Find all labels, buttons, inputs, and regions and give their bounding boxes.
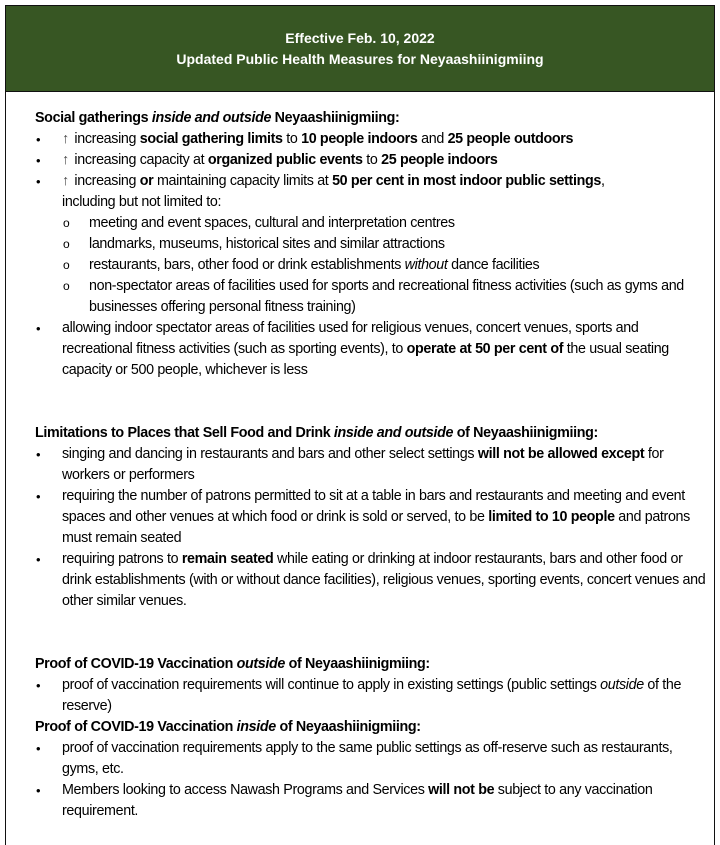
section-title-vaccination-inside (35, 717, 712, 738)
item-text: Members looking to access Nawash Programs and Services (62, 782, 429, 798)
title-emphasis: outside (236, 656, 285, 672)
section-title-social-gatherings (35, 108, 712, 129)
item-text: allowing indoor spectator areas of facilities used for religious venues, concert venues, sports and recreational fitness activities (such as sporting events), to (62, 320, 639, 357)
item-bold: 10 people indoors (301, 131, 418, 147)
effective-date: Effective Feb. 10, 2022 (285, 29, 435, 46)
item-text: to (362, 152, 382, 168)
spacer (35, 381, 712, 423)
item-text: , (600, 173, 605, 189)
title-emphasis: inside and outside (151, 110, 272, 126)
item-bold: social gathering limits (139, 131, 283, 147)
item-text: while eating or drinking at indoor restaurants, bars and other food or drink establishments (with or without dance facilities), religious venues, sporting events, concert venues and other similar venues. (62, 551, 706, 609)
title-text: Neyaashiinigmiing: (271, 110, 400, 126)
item-text: including but not limited to: (62, 194, 222, 210)
item-text: requiring patrons to (62, 551, 182, 567)
item-bold: limited to 10 people (488, 509, 615, 525)
notice-content (35, 108, 712, 822)
item-bold: operate at 50 per cent of (406, 341, 564, 357)
sub-item-text: restaurants, bars, other food or drink establishments (89, 257, 405, 273)
list-item (35, 150, 712, 171)
item-text: requiring the number of patrons permitted to sit at a table in bars and restaurants and meeting and event spaces and other venues at which food or drink is sold or served, to be (62, 488, 685, 525)
item-bold: will not be (428, 782, 495, 798)
item-text: increasing (70, 131, 140, 147)
social-gatherings-list (35, 129, 712, 381)
list-item (35, 444, 712, 486)
item-text: to (282, 131, 302, 147)
item-text: proof of vaccination requirements apply to the same public settings as off-reserve such as restaurants, gyms, etc. (62, 740, 673, 777)
notice-title: Updated Public Health Measures for Neyaashiinigmiing (176, 50, 544, 67)
sub-item-text: dance facilities (447, 257, 540, 273)
title-emphasis: inside (236, 719, 276, 735)
sub-list-item: o landmarks, museums, historical sites and similar attractions (35, 234, 712, 255)
list-item (35, 486, 712, 549)
item-text: proof of vaccination requirements will continue to apply in existing settings (public settings (62, 677, 601, 693)
notice-header (6, 6, 714, 92)
title-text: Limitations to Places that Sell Food and Drink (35, 425, 334, 441)
item-text: for workers or performers (62, 446, 664, 483)
item-bold: 25 people indoors (381, 152, 498, 168)
item-text: subject to any vaccination requirement. (62, 782, 653, 819)
item-text: increasing capacity at (70, 152, 208, 168)
item-text: and patrons must remain seated (62, 509, 690, 546)
title-text: Social gatherings (35, 110, 152, 126)
item-bold: will not be allowed except (477, 446, 645, 462)
sub-list-item: o non-spectator areas of facilities used for sports and recreational fitness activities (such as gyms and businesses offering personal fitness training) (35, 276, 712, 318)
vaccination-inside-list (35, 738, 712, 822)
list-item (35, 129, 712, 150)
item-bold: organized public events (207, 152, 363, 168)
title-text: of Neyaashiinigmiing: (275, 719, 421, 735)
up-arrow-icon: ↑ (62, 131, 69, 147)
item-text: maintaining capacity limits at (153, 173, 333, 189)
up-arrow-icon: ↑ (62, 173, 69, 189)
title-text: of Neyaashiinigmiing: (453, 425, 598, 441)
item-text: the usual seating capacity or 500 people, whichever is less (62, 341, 669, 378)
food-drink-list (35, 444, 712, 612)
item-text: of the reserve) (62, 677, 682, 714)
section-title-vaccination-outside (35, 654, 712, 675)
list-item (35, 675, 712, 717)
sub-list-item: o meeting and event spaces, cultural and interpretation centres (35, 213, 712, 234)
title-text: Proof of COVID-19 Vaccination (35, 719, 237, 735)
title-text: of Neyaashiinigmiing: (285, 656, 430, 672)
sub-list-item (35, 255, 712, 276)
list-item (35, 549, 712, 612)
item-emphasis: outside (600, 677, 644, 693)
title-text: Proof of COVID-19 Vaccination (35, 656, 237, 672)
item-text: singing and dancing in restaurants and bars and other select settings (62, 446, 478, 462)
spacer (35, 612, 712, 654)
list-item (35, 318, 712, 381)
item-text: and (417, 131, 448, 147)
up-arrow-icon: ↑ (62, 152, 69, 168)
vaccination-outside-list (35, 675, 712, 717)
list-item (35, 171, 712, 318)
section-title-food-drink (35, 423, 712, 444)
item-bold: remain seated (181, 551, 274, 567)
item-bold: or (139, 173, 154, 189)
item-bold: 50 per cent in most indoor public settings (332, 173, 601, 189)
list-item (35, 780, 712, 822)
title-emphasis: inside and outside (333, 425, 454, 441)
sub-item-emphasis: without (404, 257, 448, 273)
item-text: increasing (70, 173, 140, 189)
list-item (35, 738, 712, 780)
item-bold: 25 people outdoors (447, 131, 574, 147)
sub-list (35, 213, 712, 318)
